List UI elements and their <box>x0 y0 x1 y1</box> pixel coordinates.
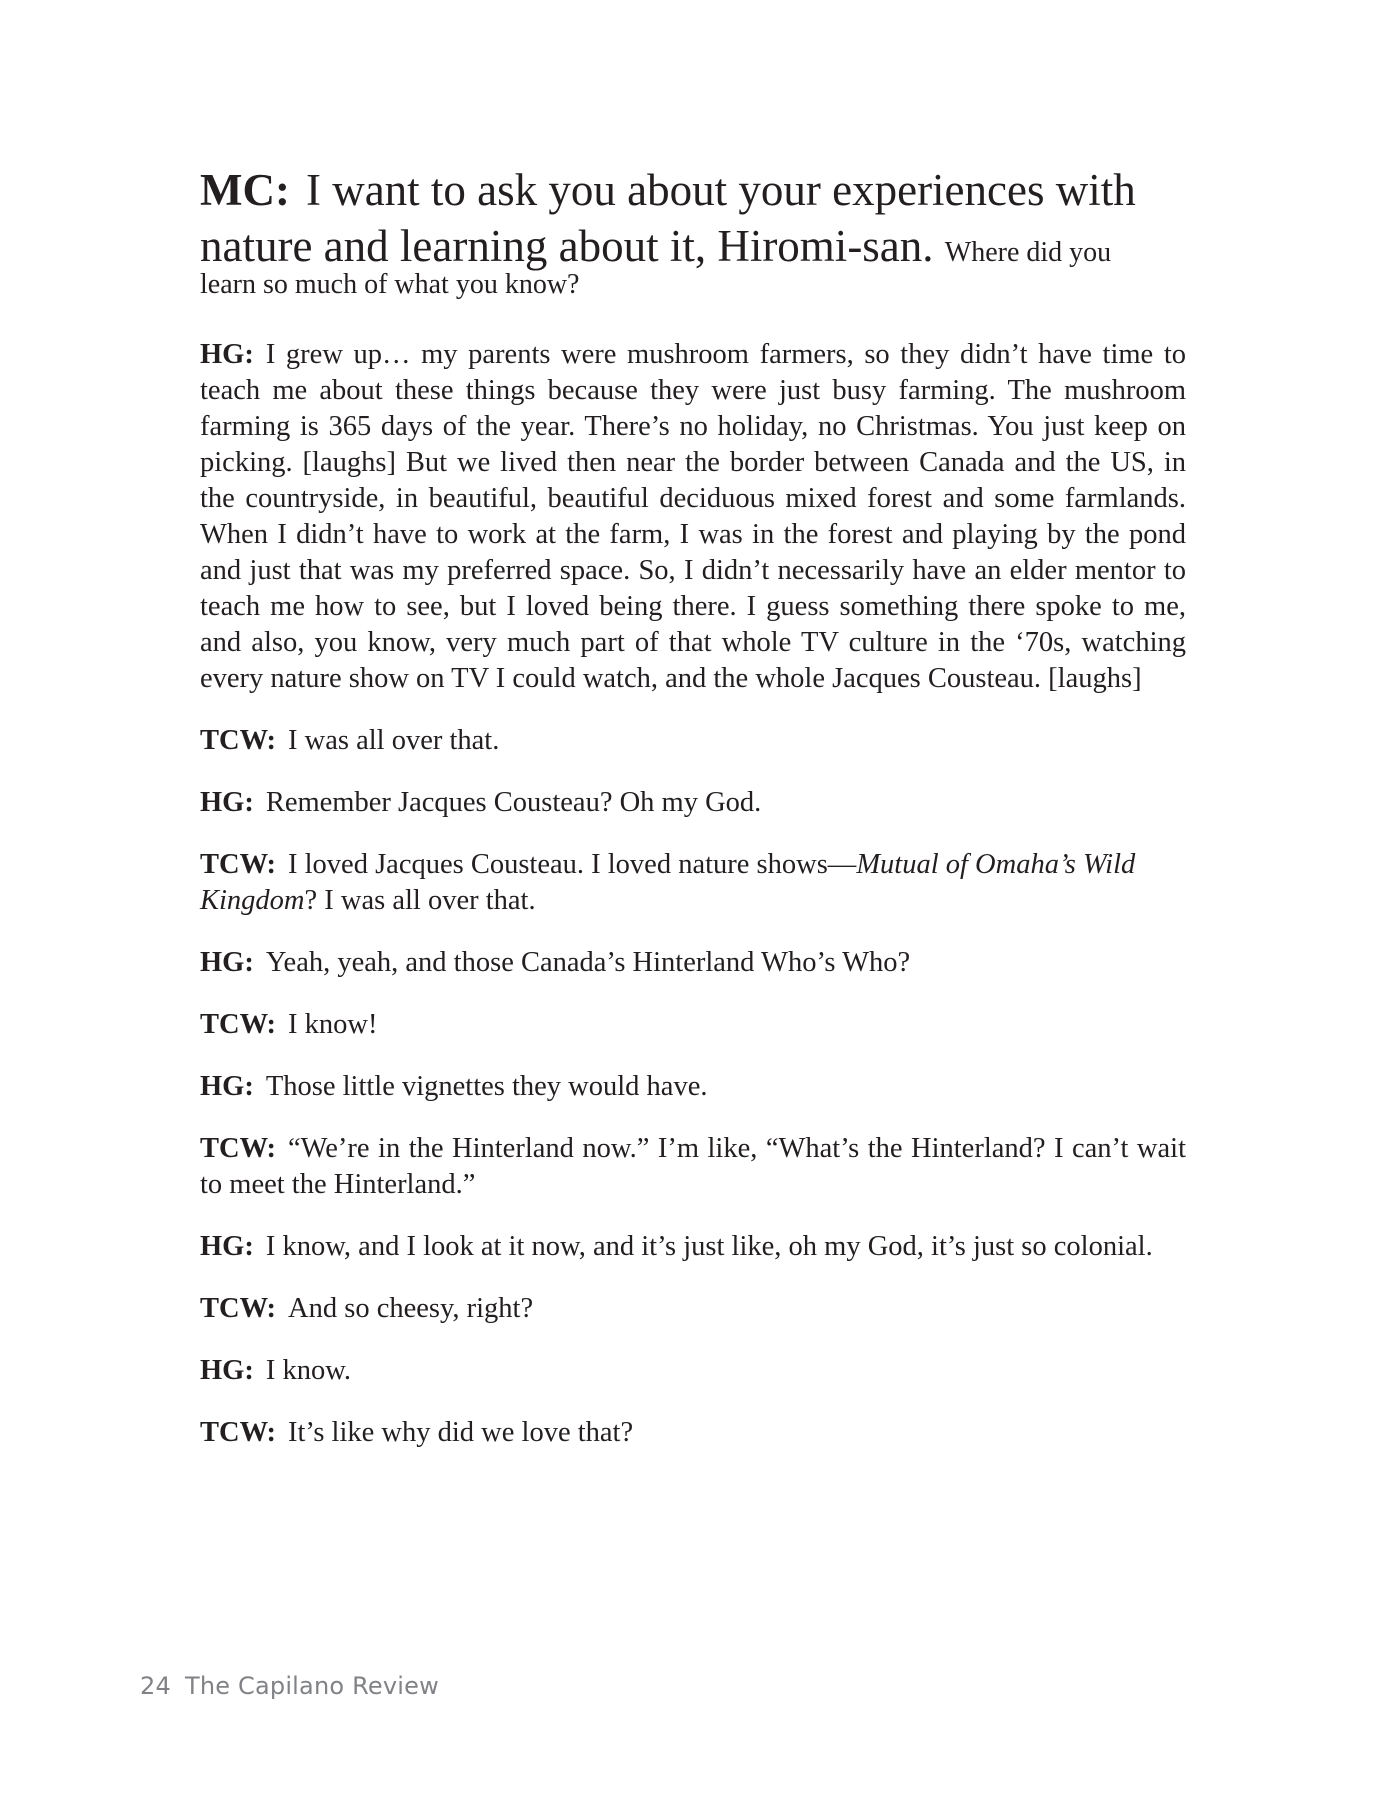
speaker-label: TCW: <box>200 849 277 880</box>
speaker-label: HG: <box>200 947 254 978</box>
exchange-text: And so cheesy, right? <box>288 1293 534 1324</box>
speaker-label: HG: <box>200 339 254 370</box>
speaker-label: TCW: <box>200 1293 277 1324</box>
exchange-10 <box>200 1291 1186 1327</box>
lead-question-large-text: I want to ask you about your experiences with nature and learning about it, Hiromi-san. <box>200 165 1136 271</box>
lead-question-small-text: Where did you <box>944 237 1112 268</box>
lead-question-small-text-line2: learn so much of what you know? <box>200 269 580 300</box>
exchange-text: I know. <box>265 1355 352 1386</box>
exchange-text: Remember Jacques Cousteau? Oh my God. <box>265 787 762 818</box>
speaker-label: HG: <box>200 1071 254 1102</box>
speaker-label: HG: <box>200 1355 254 1386</box>
speaker-label: TCW: <box>200 1009 277 1040</box>
exchange-text: “We’re in the Hinterland now.” I’m like, “What’s the Hinterland? I can’t wait to meet the Hinterland.” <box>200 1133 1186 1200</box>
exchange-7 <box>200 1069 1186 1105</box>
exchange-text: I know! <box>288 1009 378 1040</box>
speaker-label: HG: <box>200 1231 254 1262</box>
page-footer <box>140 1672 439 1700</box>
exchange-4 <box>200 847 1186 919</box>
exchange-text: I was all over that. <box>288 725 500 756</box>
exchange-1 <box>200 337 1186 697</box>
speaker-label: TCW: <box>200 1417 277 1448</box>
speaker-label: HG: <box>200 787 254 818</box>
exchange-text: I know, and I look at it now, and it’s just like, oh my God, it’s just so colonial. <box>265 1231 1153 1262</box>
exchange-12 <box>200 1415 1186 1451</box>
exchange-text: Those little vignettes they would have. <box>265 1071 708 1102</box>
exchange-2 <box>200 723 1186 759</box>
page-number: 24 <box>140 1672 171 1700</box>
exchange-text: I grew up… my parents were mushroom farmers, so they didn’t have time to teach me about these things because they were just busy farming. The mushroom farming is 365 days of the year. There’s no holiday, no Christmas. You just keep on picking. [laughs] But we lived then near the border between Canada and the US, in the countryside, in beautiful, beautiful deciduous mixed forest and some farmlands. When I didn’t have to work at the farm, I was in the forest and playing by the pond and just that was my preferred space. So, I didn’t necessarily have an elder mentor to teach me how to see, but I loved being there. I guess something there spoke to me, and also, you know, very much part of that whole TV culture in the ‘70s, watching every nature show on TV I could watch, and the whole Jacques Cousteau. [laughs] <box>200 339 1186 694</box>
exchange-8 <box>200 1131 1186 1203</box>
speaker-label-mc: MC: <box>200 165 290 215</box>
lead-question <box>200 162 1186 302</box>
exchange-11 <box>200 1353 1186 1389</box>
exchange-3 <box>200 785 1186 821</box>
exchange-text: It’s like why did we love that? <box>288 1417 634 1448</box>
exchange-6 <box>200 1007 1186 1043</box>
speaker-label: TCW: <box>200 1133 277 1164</box>
exchange-9 <box>200 1229 1186 1265</box>
exchange-text: Yeah, yeah, and those Canada’s Hinterland Who’s Who? <box>265 947 911 978</box>
publication-name: The Capilano Review <box>184 1672 439 1700</box>
exchange-text-after: ? I was all over that. <box>304 885 536 916</box>
document-page <box>200 162 1186 1477</box>
exchange-5 <box>200 945 1186 981</box>
exchange-text: I loved Jacques Cousteau. I loved nature shows— <box>288 849 857 880</box>
speaker-label: TCW: <box>200 725 277 756</box>
show-title-italic: Mutual of Omaha’s Wild Kingdom <box>200 849 1136 916</box>
